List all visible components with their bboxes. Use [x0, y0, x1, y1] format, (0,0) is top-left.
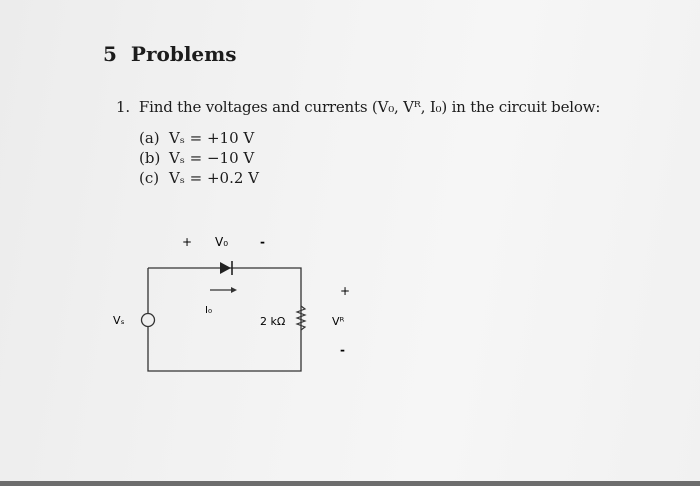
section-number: 5: [103, 42, 117, 66]
case-c: [139, 168, 259, 188]
case-equation: Vₛ = −10 V: [169, 149, 255, 167]
case-a: [139, 128, 259, 148]
diode-minus-label: -: [260, 235, 265, 249]
current-arrow-icon: [210, 287, 237, 293]
case-equation: Vₛ = +0.2 V: [169, 169, 260, 187]
resistor-value-label: 2 kΩ: [260, 315, 286, 328]
source-voltage-label: Vₛ: [113, 314, 125, 327]
case-label: (a): [139, 129, 160, 147]
resistor-minus-label: -: [340, 343, 345, 357]
section-heading: [103, 42, 237, 66]
case-b: [139, 148, 259, 168]
problem-number: 1.: [116, 98, 130, 116]
case-list: [139, 128, 259, 188]
resistor-plus-label: +: [340, 284, 351, 298]
problem-text: Find the voltages and currents (V₀, Vᴿ, I₀) in the circuit below:: [138, 98, 601, 116]
circuit-diagram: [100, 228, 370, 378]
case-equation: Vₛ = +10 V: [169, 129, 255, 147]
problem-statement: [116, 98, 600, 116]
diode-icon: [220, 261, 232, 275]
section-title: Problems: [130, 42, 237, 66]
resistor-voltage-label: Vᴿ: [332, 315, 345, 328]
case-label: (c): [139, 169, 160, 187]
case-label: (b): [139, 149, 161, 167]
diode-plus-label: +: [182, 235, 193, 249]
current-label: I₀: [205, 305, 212, 316]
page-edge-shadow: [0, 481, 700, 486]
voltage-source-icon: [142, 314, 155, 327]
diode-voltage-label: V₀: [215, 235, 229, 249]
